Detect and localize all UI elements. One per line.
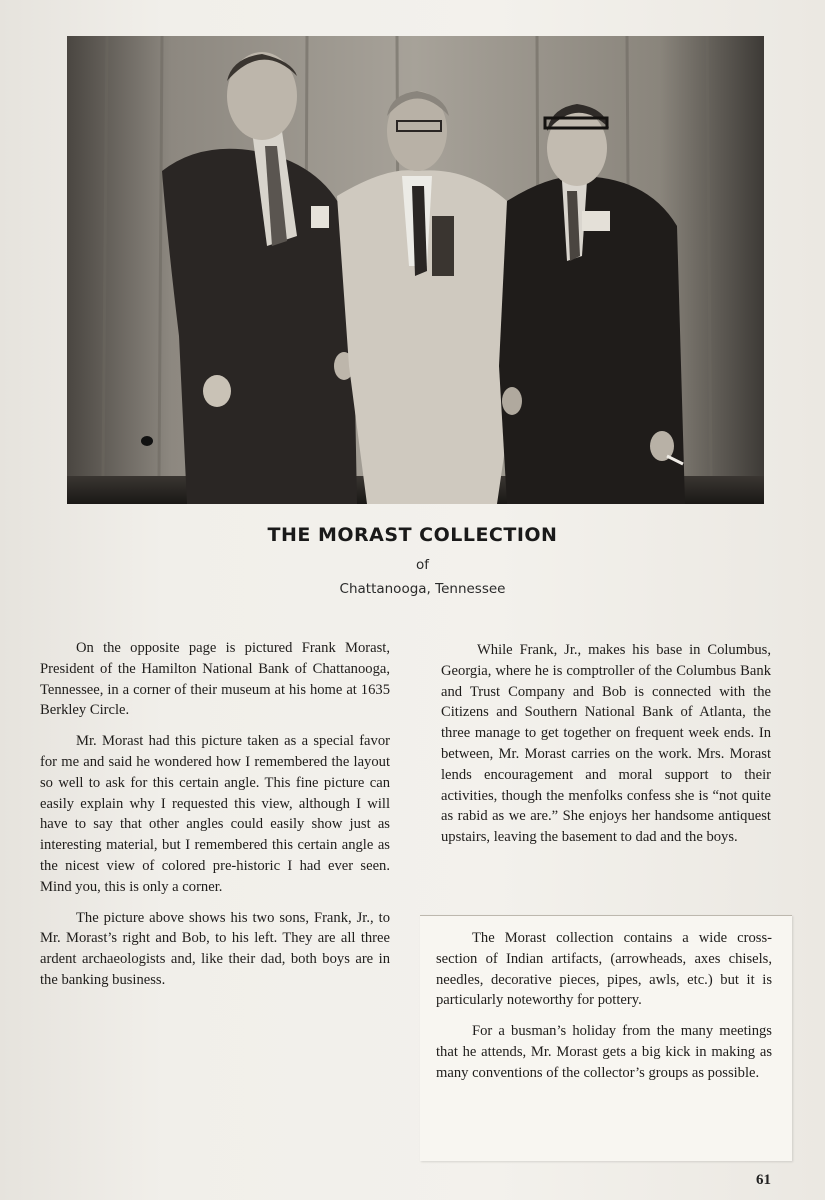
article-subtitle-of: of xyxy=(415,557,429,573)
paragraph: The Morast collection contains a wide cross-section of Indian artifacts, (arrowheads, axes chisels, needles, decorative pieces, pipes, awls, etc.) but it is particularly noteworthy for pottery. xyxy=(436,930,772,1009)
paragraph: While Frank, Jr., makes his base in Columbus, Georgia, where he is comptroller of the Columbus Bank and Trust Company and Bob is connected with the Citizens and Southern National Bank of Atlanta, the three manage to get together on frequent week ends. In between, Mr. Morast carries on the work. Mrs. Morast lends encouragement and moral support to their activities, though the menfolks confess she is “not quite as rabid as we are.” She enjoys her handsome antiquest upstairs, leaving the basement to dad and the boys. xyxy=(441,642,771,846)
paragraph: On the opposite page is pictured Frank Morast, President of the Hamilton National Bank of Chattanooga, Tennessee, in a corner of their museum at his home at 1635 Berkley Circle. xyxy=(40,640,390,719)
page-number: 61 xyxy=(756,1172,771,1188)
boxed-column xyxy=(436,928,772,1094)
article-title: THE MORAST COLLECTION xyxy=(267,524,558,546)
paragraph: Mr. Morast had this picture taken as a special favor for me and said he wondered how I remembered the layout so well to ask for this certain angle. This fine picture can easily explain why I requested this view, although I will have to say that other angles could easily show just as interesting material, but I remembered this certain angle as the nicest view of colored pre-historic I had ever seen. Mind you, this is only a corner. xyxy=(40,733,390,895)
paragraph: For a busman’s holiday from the many meetings that he attends, Mr. Morast gets a big kick in making as many conventions of the collector’s groups as possible. xyxy=(436,1023,772,1081)
photo-illustration xyxy=(67,36,764,504)
right-column xyxy=(441,640,771,858)
article-subtitle-place: Chattanooga, Tennessee xyxy=(339,581,506,597)
photo-three-men xyxy=(67,36,764,504)
paragraph: The picture above shows his two sons, Frank, Jr., to Mr. Morast’s right and Bob, to his left. They are all three ardent archaeologists and, like their dad, both boys are in the banking business. xyxy=(40,909,390,988)
left-column xyxy=(40,638,390,1001)
